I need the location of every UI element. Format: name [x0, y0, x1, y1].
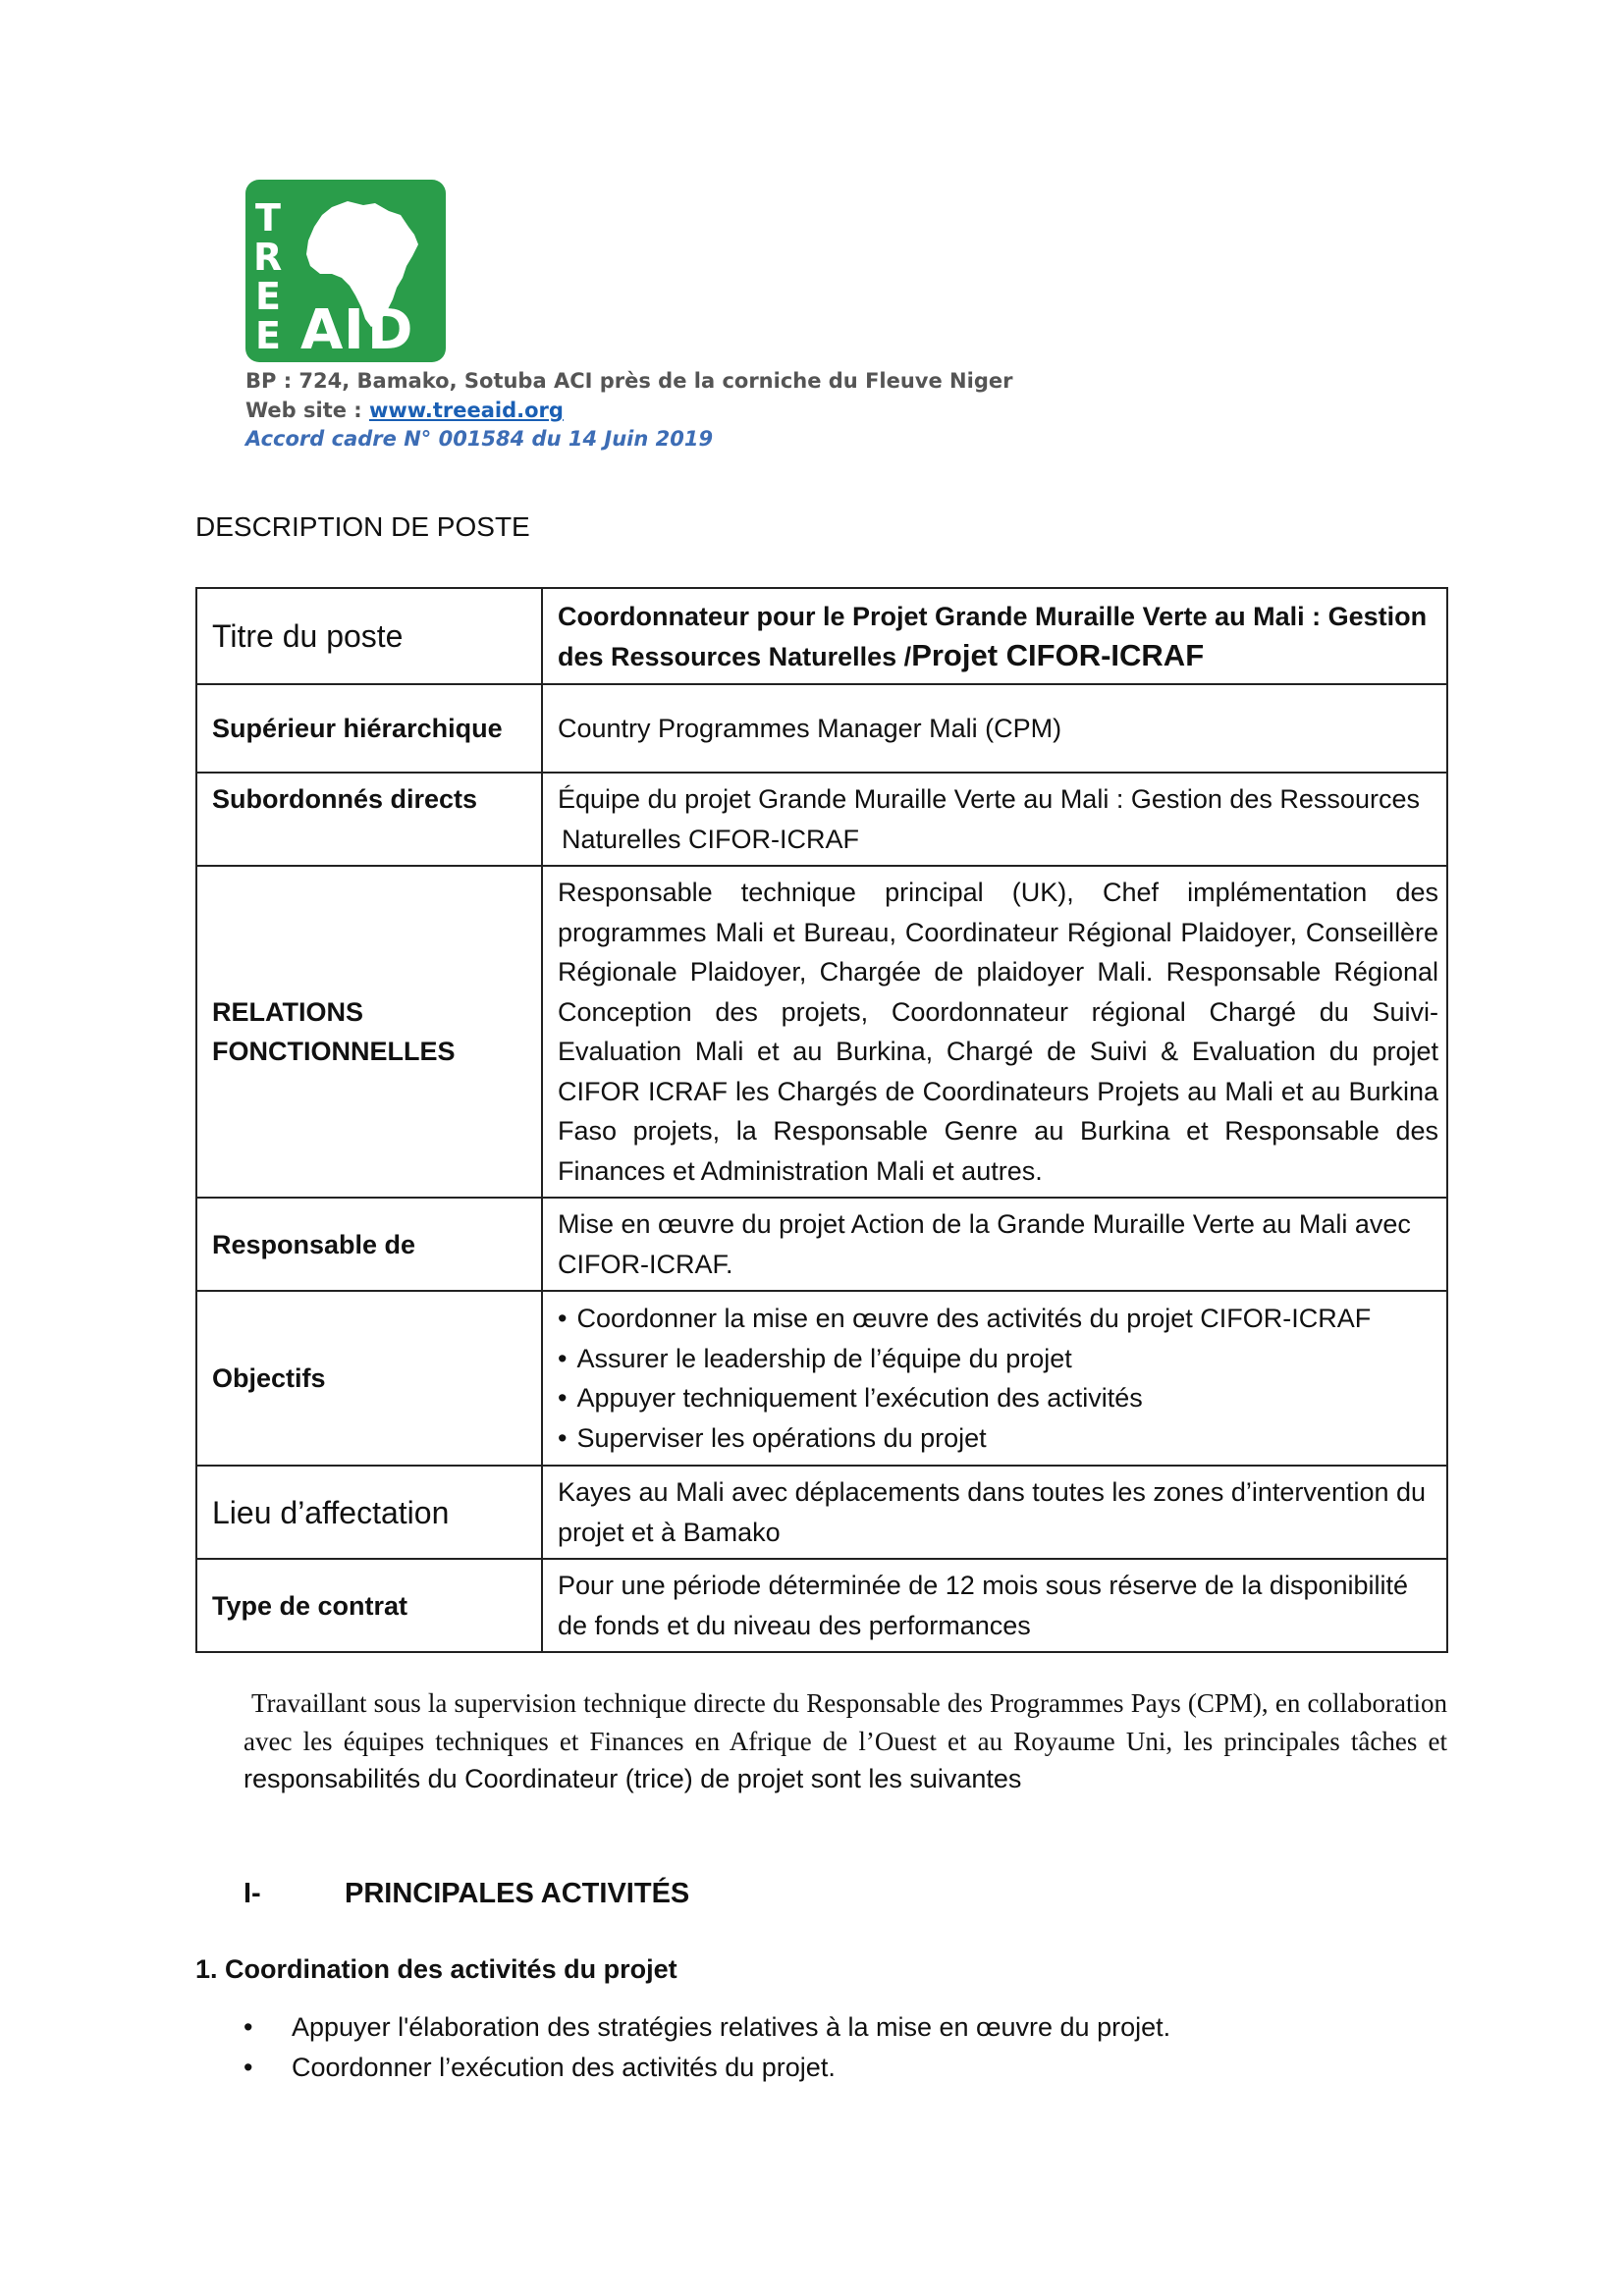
relations-value: Responsable technique principal (UK), Chef implémentation des programmes Mali et Bureau, Coordinateur Régional Plaidoyer, Conseillère Régionale Plaidoyer, Chargée de plaidoyer Mali. Responsable Régional Conception des projets, Coordonnateur régional Chargé du Suivi-Evaluation Mali et au Burkina, Chargé de Suivi & Evaluation du projet CIFOR ICRAF les Chargés de Coordinateurs Projets au Mali et au Burkina Faso projets, la Responsable Genre au Burkina et Responsable des Finances et Administration Mali et autres.: [542, 866, 1447, 1198]
relations-label: RELATIONS FONCTIONNELLES: [196, 866, 542, 1198]
lieu-label: Lieu d’affectation: [196, 1466, 542, 1559]
list-item: • Coordonner la mise en œuvre des activités du projet CIFOR-ICRAF: [558, 1299, 1438, 1339]
intro-text-end: responsabilités du Coordinateur (trice) de projet sont les suivantes: [244, 1764, 1022, 1793]
address-line: BP : 724, Bamako, Sotuba ACI près de la corniche du Fleuve Niger: [245, 369, 1013, 393]
table-row: [196, 1466, 1447, 1559]
objectifs-value: [542, 1291, 1447, 1466]
tree-aid-logo: [245, 180, 446, 362]
titre-label: Titre du poste: [196, 588, 542, 684]
list-item: • Appuyer techniquement l’exécution des activités: [558, 1378, 1438, 1418]
svg-text:R: R: [253, 236, 283, 279]
table-row: [196, 1291, 1447, 1466]
objectifs-list: [558, 1299, 1438, 1458]
section-number: I-: [244, 1878, 261, 1909]
lieu-value: Kayes au Mali avec déplacements dans toutes les zones d’intervention du projet et à Bamako: [542, 1466, 1447, 1559]
table-row: [196, 684, 1447, 773]
website-link[interactable]: www.treeaid.org: [369, 399, 564, 422]
activities-list: [244, 2007, 1170, 2088]
list-item: • Appuyer l'élaboration des stratégies relatives à la mise en œuvre du projet.: [244, 2007, 1170, 2048]
subsection-title: 1. Coordination des activités du projet: [195, 1954, 677, 1984]
document-title: DESCRIPTION DE POSTE: [195, 511, 530, 542]
svg-text:I: I: [344, 298, 364, 362]
titre-value-project: Projet CIFOR-ICRAF: [911, 637, 1205, 672]
job-description-table: [195, 587, 1448, 1653]
contrat-value: Pour une période déterminée de 12 mois sous réserve de la disponibilité de fonds et du niveau des performances: [542, 1559, 1447, 1652]
website-line: [245, 399, 564, 422]
subordonnes-value: [542, 773, 1447, 866]
list-item: • Coordonner l’exécution des activités du projet.: [244, 2048, 1170, 2088]
objectifs-label: Objectifs: [196, 1291, 542, 1466]
responsable-value: Mise en œuvre du projet Action de la Grande Muraille Verte au Mali avec CIFOR-ICRAF.: [542, 1198, 1447, 1291]
titre-value-main: Coordonnateur pour le Projet Grande Muraille Verte au Mali : Gestion des Ressources Naturelles /: [558, 601, 1428, 671]
table-row: [196, 588, 1447, 684]
svg-text:E: E: [255, 275, 281, 318]
subordonnes-line-2: Naturelles CIFOR-ICRAF: [562, 824, 860, 854]
intro-paragraph: [244, 1684, 1447, 1798]
website-label: Web site :: [245, 399, 369, 422]
table-row: [196, 866, 1447, 1198]
table-row: [196, 1559, 1447, 1652]
subordonnes-line-1: Équipe du projet Grande Muraille Verte au Mali : Gestion des Ressources: [558, 784, 1420, 814]
list-item: • Superviser les opérations du projet: [558, 1418, 1438, 1459]
subordonnes-label: Subordonnés directs: [196, 773, 542, 866]
svg-text:E: E: [255, 314, 281, 357]
agreement-line: Accord cadre N° 001584 du 14 Juin 2019: [245, 427, 714, 451]
responsable-label: Responsable de: [196, 1198, 542, 1291]
intro-text: Travaillant sous la supervision technique directe du Responsable des Programmes Pays (CPM), en collaboration avec les équipes techniques et Finances en Afrique de l’Ouest et au Royaume Uni, les principales tâches et: [244, 1688, 1447, 1756]
svg-text:T: T: [255, 196, 281, 240]
titre-value: [542, 588, 1447, 684]
svg-text:D: D: [367, 298, 413, 362]
contrat-label: Type de contrat: [196, 1559, 542, 1652]
section-title: PRINCIPALES ACTIVITÉS: [345, 1878, 690, 1909]
superieur-value: Country Programmes Manager Mali (CPM): [542, 684, 1447, 773]
svg-text:A: A: [300, 298, 344, 362]
list-item: • Assurer le leadership de l’équipe du projet: [558, 1339, 1438, 1379]
table-row: [196, 1198, 1447, 1291]
superieur-label: Supérieur hiérarchique: [196, 684, 542, 773]
table-row: [196, 773, 1447, 866]
